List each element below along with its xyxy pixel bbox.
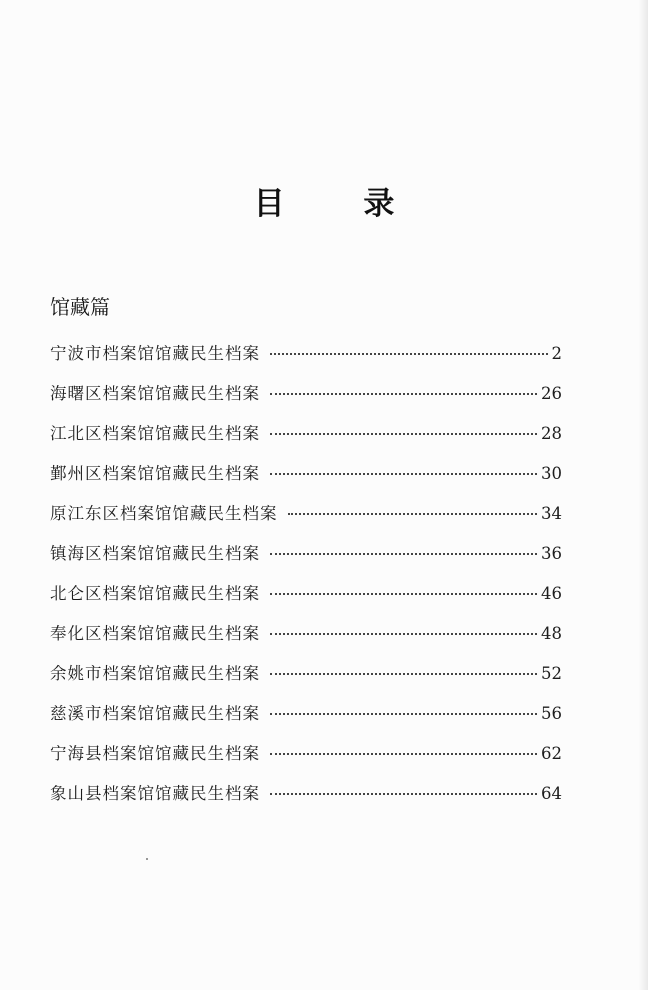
- toc-entry-page: 64: [541, 784, 562, 803]
- toc-entry-page: 46: [541, 584, 562, 603]
- toc-entry-page: 36: [541, 544, 562, 563]
- paper-speck: [146, 858, 148, 860]
- toc-entry-label: 余姚市档案馆馆藏民生档案: [50, 664, 260, 683]
- toc-entry-label: 慈溪市档案馆馆藏民生档案: [50, 704, 260, 723]
- toc-entry-label: 海曙区档案馆馆藏民生档案: [50, 384, 260, 403]
- dot-leader: [270, 433, 537, 435]
- dot-leader: [270, 473, 537, 475]
- toc-entry[interactable]: [50, 660, 562, 700]
- toc-entry-label: 奉化区档案馆馆藏民生档案: [50, 624, 260, 643]
- toc-entry[interactable]: [50, 620, 562, 660]
- toc-entry-label: 北仑区档案馆馆藏民生档案: [50, 584, 260, 603]
- dot-leader: [288, 513, 538, 515]
- toc-entry-label: 鄞州区档案馆馆藏民生档案: [50, 464, 260, 483]
- toc-entry-label: 宁波市档案馆馆藏民生档案: [50, 344, 260, 363]
- toc-entry-label: 镇海区档案馆馆藏民生档案: [50, 544, 260, 563]
- toc-entry-page: 48: [541, 624, 562, 643]
- toc-entry[interactable]: [50, 540, 562, 580]
- toc-entry[interactable]: [50, 700, 562, 740]
- toc-entry[interactable]: [50, 380, 562, 420]
- toc-entry-label: 象山县档案馆馆藏民生档案: [50, 784, 260, 803]
- toc-entry[interactable]: [50, 780, 562, 820]
- page-edge-shadow: [638, 0, 648, 990]
- dot-leader: [270, 593, 537, 595]
- toc-entry[interactable]: [50, 500, 562, 540]
- toc-entry-page: 30: [541, 464, 562, 483]
- toc-entry-page: 56: [541, 704, 562, 723]
- toc-entry-page: 26: [541, 384, 562, 403]
- dot-leader: [270, 753, 537, 755]
- toc-entry-label: 江北区档案馆馆藏民生档案: [50, 424, 260, 443]
- toc-entry[interactable]: [50, 740, 562, 780]
- toc-entry-label: 原江东区档案馆馆藏民生档案: [50, 504, 278, 523]
- toc-entry[interactable]: [50, 340, 562, 380]
- toc-entry[interactable]: [50, 460, 562, 500]
- dot-leader: [270, 793, 537, 795]
- dot-leader: [270, 393, 537, 395]
- dot-leader: [270, 353, 548, 355]
- dot-leader: [270, 553, 537, 555]
- toc-entry-page: 52: [541, 664, 562, 683]
- toc-entry[interactable]: [50, 580, 562, 620]
- dot-leader: [270, 633, 537, 635]
- toc-entry-label: 宁海县档案馆馆藏民生档案: [50, 744, 260, 763]
- table-of-contents: [50, 340, 562, 820]
- page-title: 目 录: [253, 186, 429, 222]
- section-heading: 馆藏篇: [50, 295, 110, 319]
- toc-entry-page: 62: [541, 744, 562, 763]
- dot-leader: [270, 673, 537, 675]
- toc-entry-page: 2: [551, 344, 562, 363]
- toc-entry[interactable]: [50, 420, 562, 460]
- dot-leader: [270, 713, 537, 715]
- toc-entry-page: 28: [541, 424, 562, 443]
- toc-entry-page: 34: [541, 504, 562, 523]
